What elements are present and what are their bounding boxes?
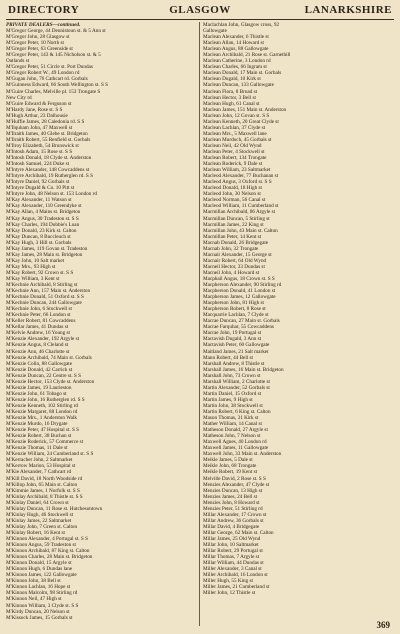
directory-entry: M'Ilraith Robert, 55 Renfield st. Gorbals — [6, 136, 91, 143]
directory-entry: M'Ilraith James, 40 Glebe st. Bridgeton — [6, 130, 88, 137]
directory-entry: Millar James, 25 Old Wynd — [203, 535, 261, 542]
directory-entry: M'Guire Edward & Ferguson st — [6, 100, 72, 107]
directory-entry: Maclean Archibald, 21 Rose st. Garnethill — [203, 52, 291, 59]
directory-entry: M'Kenzie Roderick, 57 Commerce st — [6, 439, 84, 446]
directory-entry: M'Huffie James, 28 Caledonia rd. S S — [6, 118, 85, 125]
directory-entry: Maclean Charles, 66 Ingram st — [203, 64, 267, 71]
directory-entry: Macmillan Duncan, 5 Stirling st — [203, 215, 270, 222]
directory-entry: Marshall William, 2 Charlotte st — [203, 378, 270, 385]
directory-entry: M'Kenzie John, 16 Rutherglen rd. S S — [6, 396, 85, 403]
directory-entry: M'Kenzie James, 19 Laurieston — [6, 384, 72, 391]
directory-entry: M'Intyre Alexander, 148 Cowcaddens st — [6, 167, 90, 174]
directory-entry: Millar John, 10 Saltmarket — [203, 542, 259, 549]
directory-entry: Maclean Neil, 42 Old Wynd — [203, 142, 262, 149]
directory-entry: Marshall John, 73 Crown st — [203, 372, 261, 379]
directory-entry: M'Kenzie Alexander, 192 Argyle st — [6, 336, 80, 343]
directory-entry: Mason Thomas, 31 Kirk st — [203, 415, 259, 422]
directory-entry: Maclean Catherine, 3 London rd — [203, 58, 271, 65]
directory-entry: M'Intyre Archibald, 19 Rutherglen rd. S S — [6, 173, 93, 180]
directory-entry: Mann Robert, 44 Bell st — [203, 354, 253, 361]
directory-entry: M'Kay Angus, 30 Tradeston st. S S — [6, 215, 79, 222]
directory-entry: Macnab John, 32 Trongate — [203, 245, 259, 252]
right-column — [203, 22, 395, 626]
directory-entry: Menzies Alexander, 47 Clyde st — [203, 481, 270, 488]
directory-entry: Macnab Donald, 26 Bridgegate — [203, 239, 269, 246]
directory-entry: Meikle James, 5 Dale st — [203, 457, 253, 464]
directory-entry: M'Kenzie Murdo, 16 Drygate — [6, 421, 68, 428]
directory-entry: Macleod Angus, 3 Oxford st. S S — [203, 179, 272, 186]
directory-entry: Maclean Peter, 4 Stockwell st — [203, 148, 265, 155]
directory-entry: Mather William, 14 Canal st — [203, 421, 262, 428]
directory-entry: Miller Hugh, 55 King st — [203, 578, 254, 585]
directory-entry: M'Kay Duncan, 8 Buccleuch st — [6, 233, 71, 240]
directory-entry: M'Kinnon John, 38 Bell st — [6, 578, 61, 585]
directory-entry: Macnair Alexander, 15 George st — [203, 251, 272, 258]
directory-entry: M'Kinnon Alexander, 4 Portugal st. S S — [6, 535, 88, 542]
directory-entry: Macquarrie Lachlan, 7 Clyde st — [203, 312, 269, 319]
directory-entry: M'Kay Mrs., 93 High st — [6, 263, 56, 270]
directory-entry: Miller Archibald, 16 London st — [203, 572, 268, 579]
directory-entry: M'Keller Robert, 81 Cowcaddens — [6, 318, 76, 325]
directory-entry: Macpherson Donald, 41 London st — [203, 288, 276, 295]
directory-entry: Martin Robert, 6 King st. Calton — [203, 409, 271, 415]
directory-entry: M'Kay Hugh, 3 Hill st. Gorbals — [6, 239, 72, 246]
directory-entry: Menzies Duncan, 13 High st — [203, 487, 263, 494]
directory-entry: M'Kenzie Duncan, 22 Centre st. S S — [6, 372, 81, 379]
directory-entry: M'Kinnon Malcolm, 98 Stirling rd — [6, 590, 78, 597]
directory-entry: Millar Andrew, 36 Gorbals st — [203, 517, 264, 524]
directory-entry: M'Kenzie Peter, 47 Hospital st. S S — [6, 427, 80, 434]
directory-entry: Macneil John, 4 Howard st — [203, 269, 260, 276]
directory-entry: M'Kenzie Ann, 46 Charlotte st — [6, 348, 70, 355]
directory-entry: M'Gregor Robert W., 49 London rd — [6, 70, 80, 77]
directory-entry: M'Kechnie Archibald, 8 Stirling st — [6, 282, 78, 289]
directory-entry: Millar William, 44 Dundas st — [203, 560, 264, 567]
directory-entry: Matheson Donald, 27 Argyle st — [203, 427, 268, 434]
directory-entry: M'Kinnon Charles, 28 Main st. Bridgeton — [6, 554, 93, 561]
directory-entry: M'Hardy Jane, Rose st. S S — [6, 106, 63, 113]
directory-entry: Macrae Duncan, 27 Main st. Gorbals — [203, 318, 280, 325]
directory-entry: Menzies Peter, 51 Stirling rd — [203, 505, 263, 512]
directory-entry: M'Kay Charles, 194 Dobbie's Loan — [6, 221, 80, 228]
directory-entry: M'Kinlay Robert, 16 Kent st — [6, 529, 66, 536]
directory-entry: Maxwell James, 11 Gallowgate — [203, 445, 269, 452]
directory-entry: M'Kinlay Duncan, 11 Rose st. Hutchesontown — [6, 505, 103, 512]
directory-entry: Miller James, 21 Cumberland st — [203, 584, 270, 591]
directory-entry: M'Kechnie Peter, 66 London st — [6, 312, 71, 319]
directory-entry: Menzies John, 8 Howard st — [203, 499, 260, 506]
directory-entry: M'Kenzie Margaret, 88 London rd — [6, 409, 78, 415]
directory-entry: M'Kinlay Archibald, 8 Thistle st. S S — [6, 493, 83, 500]
directory-entry: M'Kechnie Donald, 51 Oxford st. S S — [6, 294, 84, 301]
directory-entry: Gallowgate — [203, 28, 227, 35]
directory-entry: Maclean Mrs., 5 Maxwell lane — [203, 130, 267, 137]
directory-entry: M'Kenzie William, 24 Cumberland st. S S — [6, 451, 94, 458]
directory-entry: M'Gregor John, 28 Glasgow st — [6, 34, 70, 41]
column-divider — [199, 22, 200, 626]
directory-entry: M'Kissock James, 15 Gorbals st — [6, 614, 73, 621]
directory-entry: M'Kay Alexander, 11 Watson st — [6, 197, 72, 204]
directory-entry: M'Gregor Peter, 143 & 145 Nicholson st. & 5 — [6, 52, 101, 59]
directory-entry: M'Intosh Donald, 18 Clyde st. Anderston — [6, 155, 92, 162]
directory-entry: Millar George, 62 Main st. Calton — [203, 529, 274, 536]
header-rule — [6, 19, 394, 20]
directory-entry: Macrae Farquhar, 55 Cowcaddens — [203, 324, 274, 331]
directory-entry: M'Killop John, 65 Main st. Calton — [6, 481, 78, 488]
directory-entry: Macneil Hector, 33 Dundas st — [203, 263, 265, 270]
directory-entry: M'Kay John, 10 Salt market — [6, 257, 65, 264]
directory-entry: M'Kinlay John, 7 Green st. Calton — [6, 523, 78, 530]
directory-entry: Mactavish Dugald, 3 Ann st — [203, 336, 262, 343]
directory-entry: Maclachlan John, Glasgow cross, 92 — [203, 22, 280, 28]
directory-entry: M'Kinnon Angus, 59 Tradeston st — [6, 542, 76, 549]
directory-entry: M'Kinnon James, 122 Gallowgate — [6, 572, 77, 579]
directory-entry: M'Kerracher John, 2 Saltmarket — [6, 457, 73, 464]
left-column — [6, 22, 198, 626]
directory-entry: Maclean Murdoch, 45 Gorbals st — [203, 136, 272, 143]
directory-entry: Macmillan Archibald, 86 Argyle st — [203, 209, 276, 216]
directory-entry: M'Ilquham John, 47 Maxwell st — [6, 124, 73, 131]
directory-entry: M'Kenzie Donald, 42 Carrick st — [6, 366, 73, 373]
directory-entry: Martin Alexander, 52 Gorbals st — [203, 384, 270, 391]
left-entry-list — [6, 28, 198, 621]
directory-entry: M'Kimmie James, 1 Norfolk st. S S — [6, 487, 80, 494]
directory-entry: M'Ilroy Elizabeth, 54 Brunswick st — [6, 142, 79, 149]
directory-entry: M'Kenzie Hector, 153 Clyde st. Anderston — [6, 378, 95, 385]
directory-entry: M'Intyre John, 48 Nelson st. 153 London rd — [6, 191, 97, 198]
directory-entry: M'Kelvie Andrew, 16 Young st — [6, 330, 70, 337]
directory-entry: Martin Daniel, 15 Oxford st — [203, 390, 262, 397]
directory-entry: Macpherson Alexander, 90 Stirling rd — [203, 282, 282, 289]
directory-entry: Macnair Robert, 64 Old Wynd — [203, 257, 267, 264]
directory-entry: Menzies James, 24 Bell st — [203, 493, 258, 500]
directory-entry: M'Kay James, 28 Main st. Bridgeton — [6, 251, 83, 258]
directory-entry: Macmillan James, 22 King st — [203, 221, 264, 228]
directory-entry: Macpherson John, 81 High st — [203, 300, 264, 307]
directory-entry: Maclean James, 151 Main st. Anderston — [203, 106, 287, 113]
directory-entry: M'Kinnon Lachlan, 16 Hope st — [6, 584, 71, 591]
directory-entry: M'Kay James, 119 Govan st. Tradeston — [6, 245, 88, 252]
directory-entry: M'Kie Alexander, 7 Cathcart rd — [6, 469, 72, 476]
directory-entry: Maclean Allan, 14 Howard st — [203, 40, 264, 47]
directory-entry: M'Kenzie Colin, 88 Gallowgate — [6, 360, 73, 367]
directory-entry: Maclean Flora, 8 Broad st — [203, 88, 258, 95]
directory-entry: M'Kinlay James, 22 Saltmarket — [6, 517, 72, 524]
directory-entry: New City rd — [6, 94, 32, 101]
directory-entry: Macleod Donald, 18 High st — [203, 185, 262, 192]
directory-entry: Macleod Alexander, 77 Buchanan st — [203, 173, 279, 180]
directory-entry: Maclean Roderick, 9 Dale st — [203, 161, 263, 168]
directory-entry: M'Intosh Adam, 15 Rose st. S S — [6, 148, 73, 155]
directory-entry: Mactavish Peter, 60 Gallowgate — [203, 342, 270, 349]
directory-entry: Macmillan Peter, 14 Kent st — [203, 233, 262, 240]
directory-entry: Meikle John, 68 Trongate — [203, 463, 257, 470]
directory-entry: M'Kinnon Donald, 15 Argyle st — [6, 560, 72, 567]
directory-entry: M'Kinnon Archibald, 87 King st. Calton — [6, 548, 90, 555]
directory-entry: Maclean Lachlan, 37 Clyde st — [203, 124, 266, 131]
directory-entry: Matheson John, 7 Nelson st — [203, 433, 261, 440]
directory-entry: Millar Thomas, 7 Argyle st — [203, 554, 260, 561]
section-subhead: PRIVATE DEALERS—continued. — [6, 22, 81, 28]
directory-entry: Maclean William, 23 Saltmarket — [203, 167, 271, 174]
directory-entry: Miller John, 12 Thistle st — [203, 590, 256, 597]
directory-entry: Maclean Hector, 3 Bell st — [203, 94, 256, 101]
directory-entry: M'Kinnon Neil, 47 High st — [6, 596, 62, 603]
directory-entry: M'Kenzie Archibald, 74 Main st. Gorbals — [6, 354, 92, 361]
directory-entry: Macpherson James, 12 Gallowgate — [203, 294, 276, 301]
directory-entry: M'Kenzie Mrs., 1 Anderston Walk — [6, 415, 78, 422]
directory-entry: M'Kinnon William, 3 Clyde st. S S — [6, 602, 79, 609]
directory-entry: M'Hugh Arthur, 23 Dalhousie — [6, 112, 68, 119]
directory-entry: M'Kechnie Ann, 157 Main st. Anderston — [6, 288, 91, 295]
directory-entry: M'Intyre Dugald & Co. 10 Pitt st — [6, 185, 75, 192]
directory-entry: Miller Alexander, 3 Canal st — [203, 566, 262, 573]
directory-entry: M'Gregor Peter, 10 North st — [6, 40, 64, 47]
directory-entry: Maclean Dugald, 10 Kirk st — [203, 76, 261, 83]
directory-entry: Millar Alexander, 17 Crown st — [203, 511, 267, 518]
directory-entry: M'Gregor Peter, 63 Greenside st — [6, 46, 73, 53]
page-number: 369 — [376, 620, 390, 630]
directory-entry: M'Kay Alexander, 110 Greendyke st — [6, 203, 82, 210]
directory-entry: M'Kinlay Daniel, 64 Crown st — [6, 499, 69, 506]
directory-entry: M'Kellar James, 41 Dundas st — [6, 324, 69, 331]
directory-entry: Macpherson Robert, 8 Rose st — [203, 306, 266, 313]
running-header — [6, 4, 394, 18]
directory-entry: M'Gregor Peter, 51 Circle st. Port Dundas — [6, 64, 93, 71]
directory-entry: M'Gregor George, 44 Dennistoun st. & 5 Ann st — [6, 28, 106, 35]
directory-entry: Maclean Donald, 17 Main st. Gorbals — [203, 70, 282, 77]
directory-entry: M'Kenzie Thomas, 11 Dale st — [6, 445, 68, 452]
directory-entry: Macphail Angus, 18 Crown st. S S — [203, 275, 275, 282]
directory-entry: Maitland James, 21 Salt market — [203, 348, 269, 355]
directory-entry: Oatlands st — [6, 58, 30, 65]
directory-entry: M'Kirdy Duncan, 20 Nelson st — [6, 608, 70, 615]
directory-entry: Maclean Hugh, 61 Canal st — [203, 100, 260, 107]
directory-entry: M'Kay William, 3 Kent st — [6, 275, 60, 282]
directory-entry: Meikle Robert, 19 Kent st — [203, 469, 258, 476]
directory-entry: M'Guinness Edward, 66 South Wellington st. S S — [6, 82, 109, 89]
directory-entry: M'Kill David, 18 North Woodside rd — [6, 475, 83, 482]
directory-entry: M'Kerrow Marion, 53 Hospital st — [6, 463, 76, 470]
header-left: DIRECTORY — [8, 4, 80, 16]
directory-entry: M'Kay Allan, 4 Mains st. Bridgeton — [6, 209, 81, 216]
directory-entry: Macleod Norman, 56 Canal st — [203, 197, 266, 204]
directory-entry: M'Intosh Samuel, 224 Duke st — [6, 161, 70, 168]
directory-entry: Marshall Andrew, 8 Thistle st — [203, 360, 265, 367]
directory-entry: Maclean Alexander, 6 Thistle st — [203, 34, 269, 41]
directory-entry: Maclean Duncan, 133 Gallowgate — [203, 82, 274, 89]
directory-entry: M'Kenzie Robert, 38 Buchan st — [6, 433, 72, 440]
directory-entry: Melville David, 2 Rose st. S S — [203, 475, 266, 482]
directory-entry: M'Gugan John, 76 Cathcart rd. Gorbals — [6, 76, 88, 83]
directory-entry: Maclean Kenneth, 20 Great Clyde st — [203, 118, 279, 125]
directory-entry: M'Kechnie Duncan, 244 Gallowgate — [6, 300, 82, 307]
header-right: LANARKSHIRE — [304, 4, 392, 16]
directory-entry: M'Intyre Daniel, 92 Gorbals st — [6, 179, 70, 186]
directory-entry: Millar Robert, 29 Portugal st — [203, 548, 263, 555]
header-center: GLASGOW — [169, 4, 231, 16]
directory-entry: Maxwell John, 33 Main st. Anderston — [203, 451, 282, 458]
directory-entry: Macmillan John, 43 Main st. Calton — [203, 227, 278, 234]
directory-entry: Maclean John, 12 Govan st. S S — [203, 112, 270, 119]
directory-entry: Marshall James, 16 Main st. Bridgeton — [203, 366, 284, 373]
directory-entry: Martin James, 9 High st — [203, 396, 253, 403]
right-entry-list — [203, 22, 395, 596]
directory-entry: M'Kenzie Kenneth, 102 Stirling rd — [6, 402, 78, 409]
directory-entry: Maxwell Agnes, 40 London rd — [203, 439, 267, 446]
directory-entry: M'Kechnie John, 6 Stockwell st — [6, 306, 72, 313]
directory-entry: Macleod John, 30 Nelson st — [203, 191, 261, 198]
directory-entry: Maclean Robert, 134 Trongate — [203, 155, 267, 162]
directory-entry: M'Kenzie John, 61 Tobago st — [6, 390, 67, 397]
directory-entry: M'Kay Donald, 23 Kirk st. Calton — [6, 227, 77, 234]
directory-entry: Martin John, 38 Stockwell st — [203, 402, 263, 409]
directory-entry: M'Kinnon Hugh, 6 Dundas lane — [6, 566, 73, 573]
directory-entry: M'Kinlay Hugh, 46 Stockwell st — [6, 511, 74, 518]
directory-entry: Maclean Angus, 88 Gallowgate — [203, 46, 269, 53]
directory-entry: Macleod William, 11 Cumberland st — [203, 203, 279, 210]
directory-entry: Millar David, 4 Bridgegate — [203, 523, 260, 530]
directory-entry: M'Guire Charles, Melville pl. 153 Trongate S — [6, 88, 101, 95]
directory-entry: M'Kay Robert, 92 Crown st. S S — [6, 269, 74, 276]
directory-entry: Macrae John, 19 Portugal st — [203, 330, 262, 337]
directory-entry: M'Kenzie Angus, 8 Cleland st — [6, 342, 69, 349]
